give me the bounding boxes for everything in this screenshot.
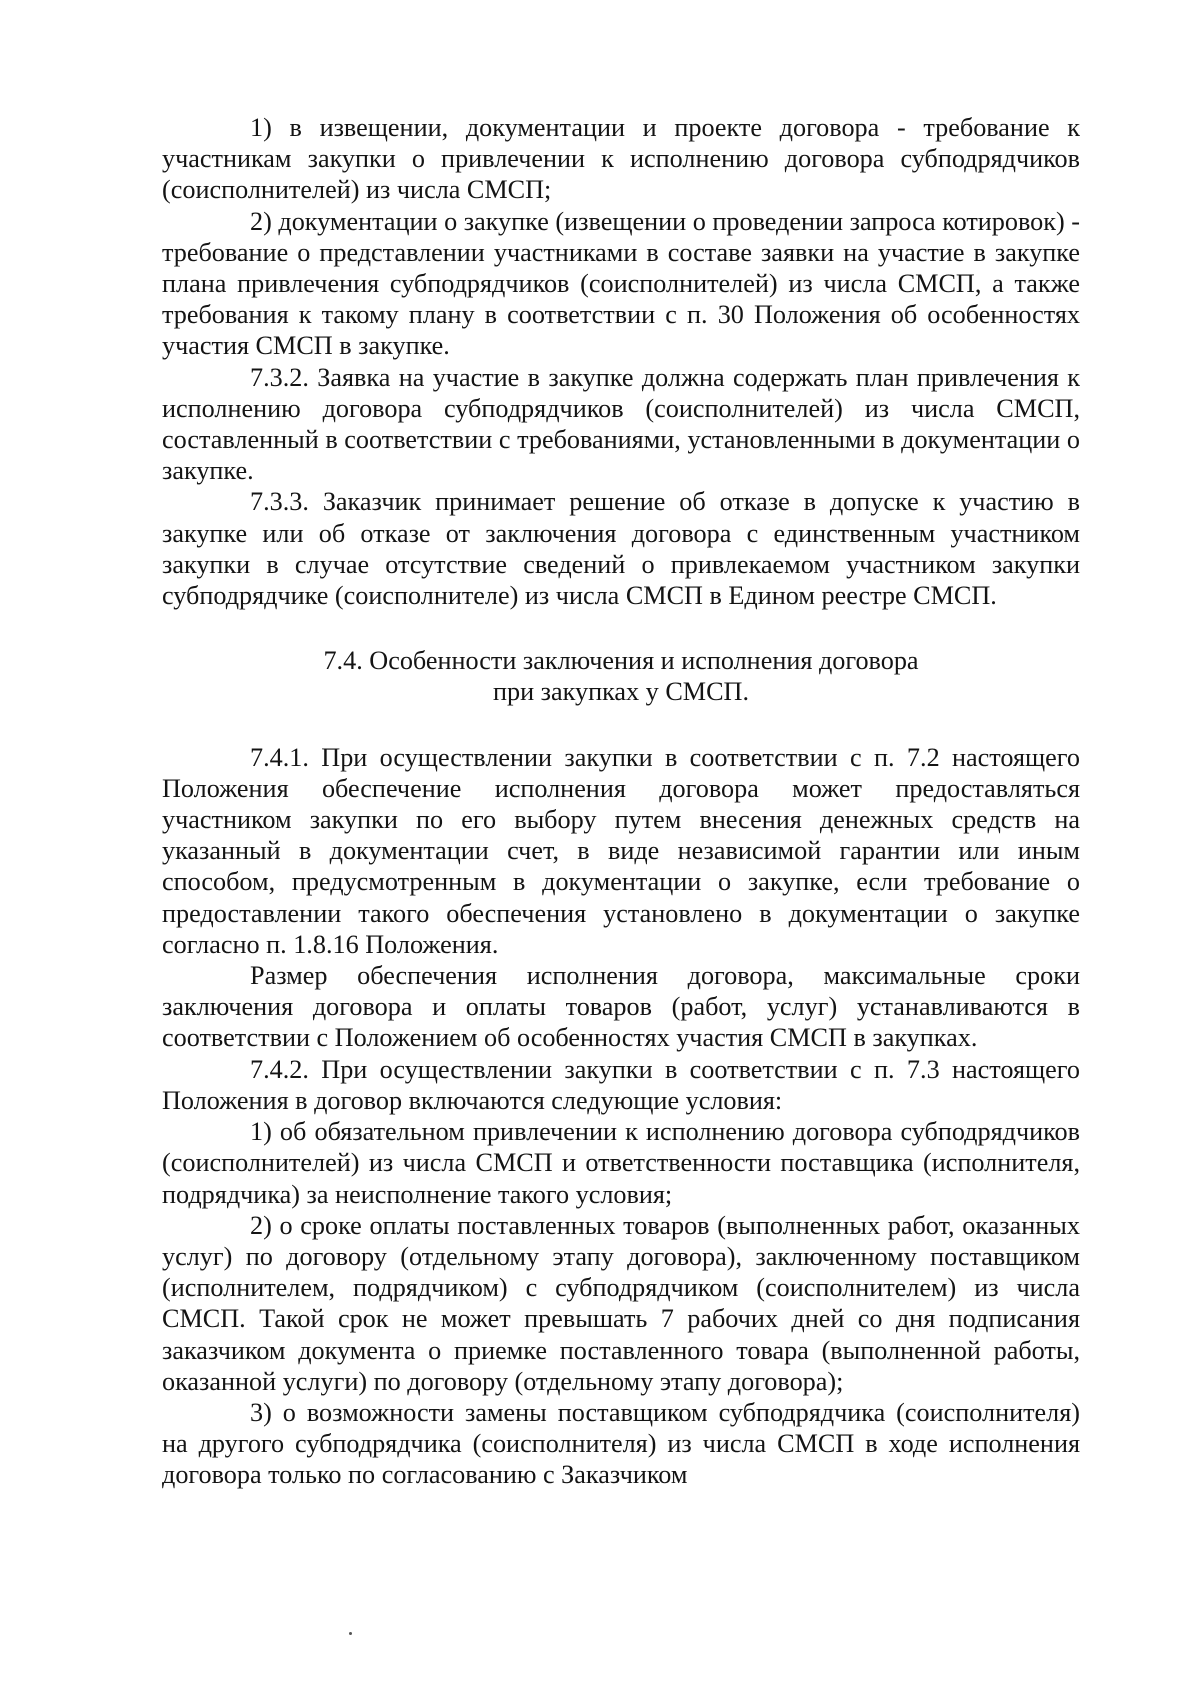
paragraph-7-4-1: 7.4.1. При осуществлении закупки в соответствии с п. 7.2 настоящего Положения обеспечение исполнения договора может предоставляться участником закупки по его выбору путем внесения денежных средств на указанный в документации счет, в виде независимой гарантии или иным способом, предусмотренным в документации о закупке, если требование о предоставлении такого обеспечения установлено в документации о закупке согласно п. 1.8.16 Положения. — [162, 742, 1080, 959]
paragraph-condition-3: 3) о возможности замены поставщиком субподрядчика (соисполнителя) на другого субподрядчика (соисполнителя) из числа СМСП в ходе исполнения договора только по согласованию с Заказчиком — [162, 1397, 1080, 1490]
paragraph-security-size: Размер обеспечения исполнения договора, максимальные сроки заключения договора и оплаты товаров (работ, услуг) устанавливаются в соответствии с Положением об особенностях участия СМСП в закупках. — [162, 961, 1080, 1053]
paragraph-condition-1: 1) об обязательном привлечении к исполнению договора субподрядчиков (соисполнителей) из числа СМСП и ответственности поставщика (исполнителя, подрядчика) за неисполнение такого условия; — [162, 1117, 1080, 1209]
document-page — [162, 112, 1080, 1491]
paragraph-7-3-2: 7.3.2. Заявка на участие в закупке должна содержать план привлечения к исполнению договора субподрядчиков (соисполнителей) из числа СМСП, составленный в соответствии с требованиями, установленными в документации о закупке. — [162, 362, 1080, 486]
section-heading — [162, 645, 1080, 707]
paragraph-condition-2: 2) о сроке оплаты поставленных товаров (выполненных работ, оказанных услуг) по договору (отдельному этапу договора), заключенному поставщиком (исполнителем, подрядчиком) с субподрядчиком (соисполнителем) из числа СМСП. Такой срок не может превышать 7 рабочих дней со дня подписания заказчиком документа о приемке поставленного товара (выполненной работы, оказанной услуги) по договору (отдельному этапу договора); — [162, 1210, 1080, 1396]
section-heading-line-2: при закупках у СМСП. — [492, 677, 749, 707]
section-heading-line-1: 7.4. Особенности заключения и исполнения договора — [323, 646, 919, 676]
paragraph-item-2: 2) документации о закупке (извещении о проведении запроса котировок) - требование о представлении участниками в составе заявки на участие в закупке плана привлечения субподрядчиков (соисполнителей) из числа СМСП, а также требования к такому плану в соответствии с п. 30 Положения об особенностях участия СМСП в закупке. — [162, 206, 1080, 361]
paragraph-7-4-2: 7.4.2. При осуществлении закупки в соответствии с п. 7.3 настоящего Положения в договор включаются следующие условия: — [162, 1054, 1080, 1115]
scan-speck — [349, 1632, 352, 1635]
paragraph-7-3-3: 7.3.3. Заказчик принимает решение об отказе в допуске к участию в закупке или об отказе от заключения договора с единственным участником закупки в случае отсутствие сведений о привлекаемом участником закупки субподрядчике (соисполнителе) из числа СМСП в Едином реестре СМСП. — [162, 487, 1080, 611]
paragraph-item-1: 1) в извещении, документации и проекте договора - требование к участникам закупки о привлечении к исполнению договора субподрядчиков (соисполнителей) из числа СМСП; — [162, 113, 1080, 205]
